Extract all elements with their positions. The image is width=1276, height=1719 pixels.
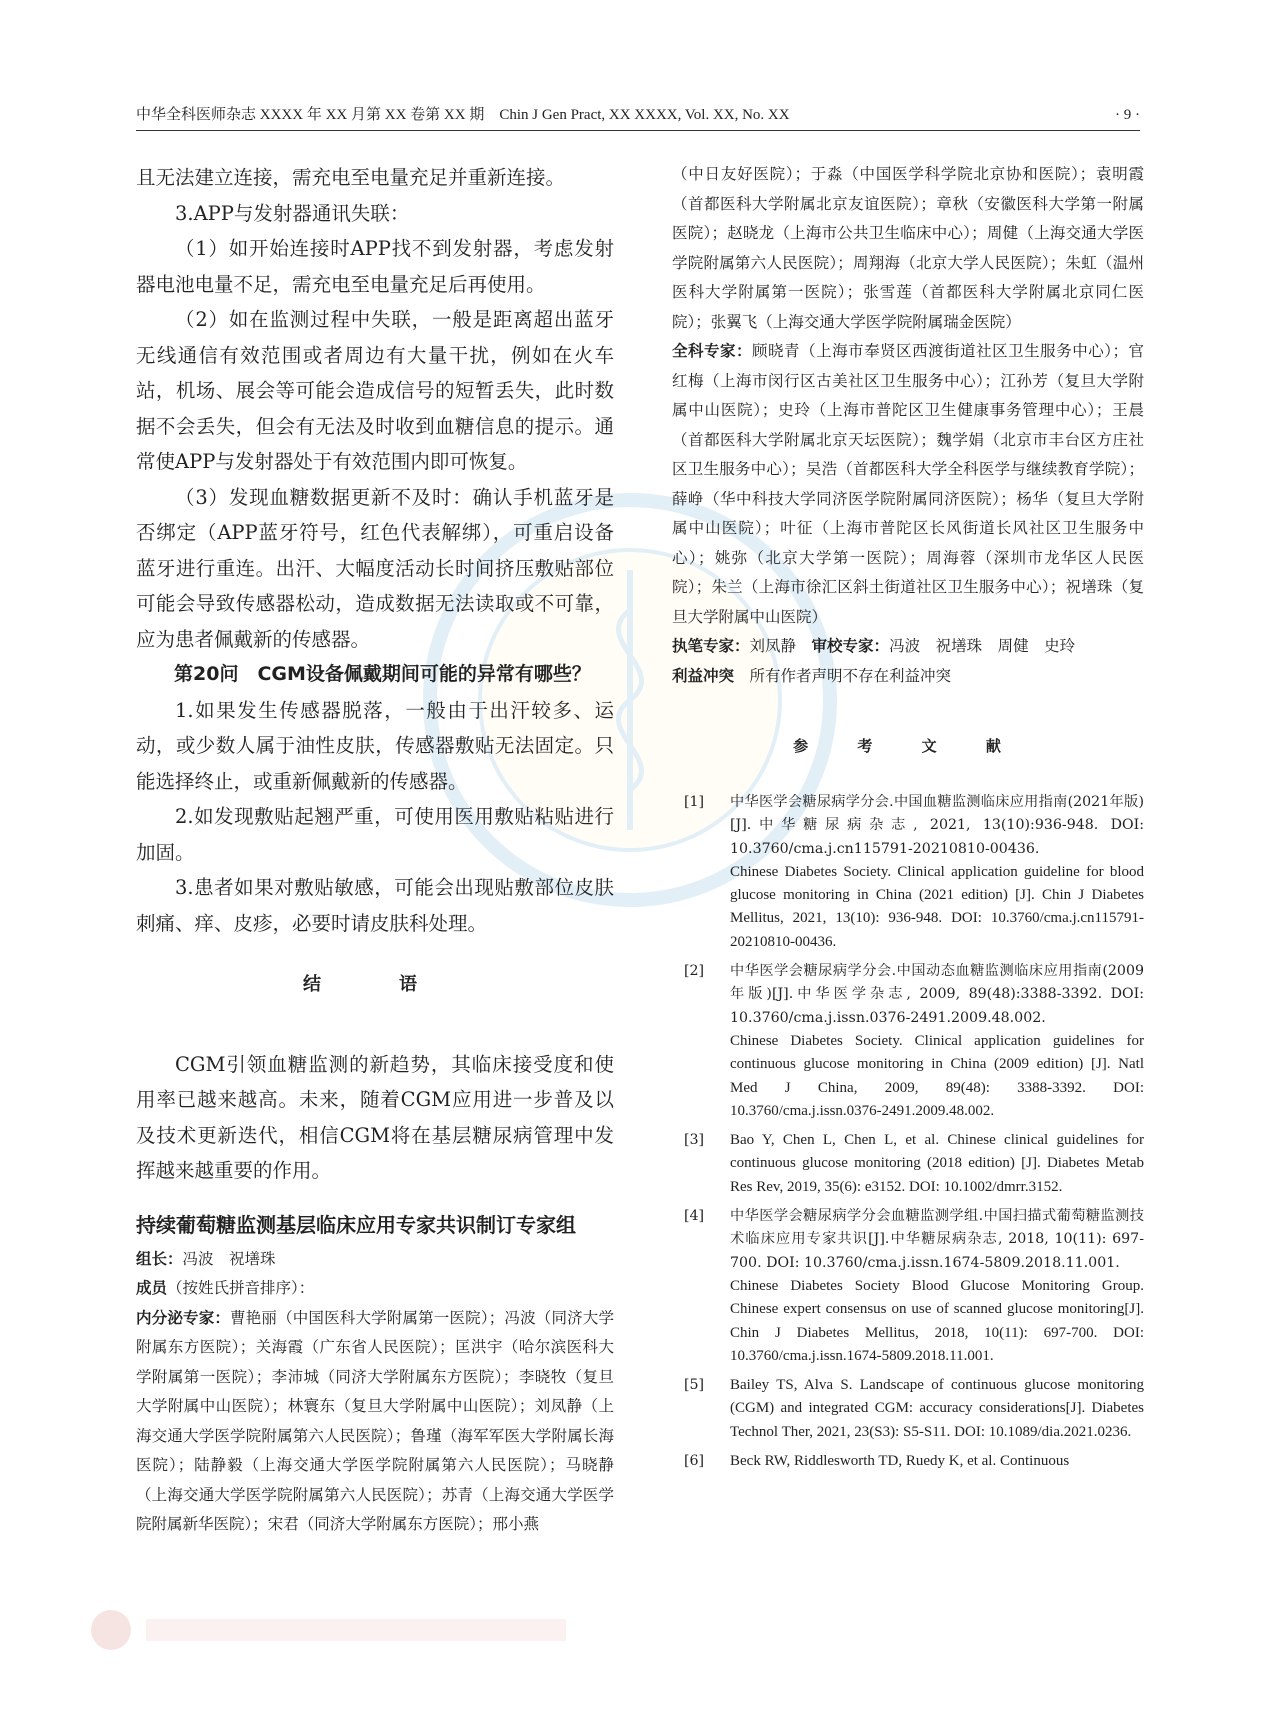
reference-number: [5] — [684, 1377, 705, 1394]
paragraph: 3.患者如果对敷贴敏感，可能会出现贴敷部位皮肤刺痛、痒、皮疹，必要时请皮肤科处理。 — [136, 876, 614, 935]
reference-number: [2] — [684, 963, 705, 980]
reference-item — [672, 1129, 1144, 1199]
reference-item — [672, 791, 1144, 954]
gp-list: 顾晓青（上海市奉贤区西渡街道社区卫生服务中心）；官红梅（上海市闵行区古美社区卫生服务中心）；江孙芳（复旦大学附属中山医院）；史玲（上海市普陀区卫生健康事务管理中心）；王晨（首都医科大学附属北京天坛医院）；魏学娟（北京市丰台区方庄社区卫生服务中心）；吴浩（首都医科大学全科医学与继续教育学院）；薛峥（华中科技大学同济医学院附属同济医院）；杨华（复旦大学附属中山医院）；叶征（上海市普陀区长风街道长风社区卫生服务中心）；姚弥（北京大学第一医院）；周海蓉（深圳市龙华区人民医院）；朱兰（上海市徐汇区斜土街道社区卫生服务中心）；祝墡珠（复旦大学附属中山医院） — [672, 342, 1144, 626]
members-line — [136, 1274, 614, 1304]
writer-label: 执笔专家： — [672, 637, 750, 655]
reference-en: Bao Y, Chen L, Chen L, et al. Chinese clinical guidelines for continuous glucose monitoring (2018 edition) [J]. Diabetes Metab Res Rev, 2019, 35(6): e3152. DOI: 10.1002/dmrr.3152. — [730, 1132, 1144, 1195]
general-practice-experts — [672, 337, 1144, 632]
references-heading: 参 考 文 献 — [793, 737, 1023, 755]
endocrinology-experts — [136, 1304, 614, 1540]
reference-item — [672, 1450, 1144, 1473]
coi-text: 所有作者声明不存在利益冲突 — [749, 666, 952, 685]
left-column — [136, 160, 614, 1540]
running-title: 中华全科医师杂志 XXXX 年 XX 月第 XX 卷第 XX 期 Chin J Gen Pract, XX XXXX, Vol. XX, No. XX — [136, 107, 790, 123]
reference-en: Chinese Diabetes Society. Clinical application guideline for blood glucose monitoring in China (2021 edition) [J]. Chin J Diabetes Mellitus, 2021, 13(10): 936-948. DOI: 10.3760/cma.j.cn115791-20210810-00436. — [730, 863, 1144, 950]
reference-item — [672, 1205, 1144, 1368]
coi-label: 利益冲突 — [672, 666, 735, 685]
conclusion-heading: 结 语 — [303, 974, 447, 995]
reference-item — [672, 1374, 1144, 1444]
reference-number: [1] — [684, 794, 705, 810]
reference-en: Beck RW, Riddlesworth TD, Ruedy K, et al. Continuous — [730, 1453, 1070, 1470]
question-heading: 第20问 CGM设备佩戴期间可能的异常有哪些？ — [174, 663, 591, 685]
endocrinology-experts-continued: （中日友好医院）；于淼（中国医学科学院北京协和医院）；袁明霞（首都医科大学附属北京友谊医院）；章秋（安徽医科大学第一附属医院）；赵晓龙（上海市公共卫生临床中心）；周健（上海交通大学医学院附属第六人民医院）；周翔海（北京大学人民医院）；朱虹（温州医科大学附属第一医院）；张雪莲（首都医科大学附属北京同仁医院）；张翼飞（上海交通大学医学院附属瑞金医院） — [672, 165, 1144, 331]
reference-number: [3] — [684, 1132, 705, 1149]
paragraph: 2.如发现敷贴起翘严重，可使用医用敷贴粘贴进行加固。 — [136, 805, 614, 864]
endo-label: 内分泌专家： — [136, 1308, 231, 1327]
leader-names: 冯波 祝墡珠 — [182, 1249, 276, 1268]
right-column — [672, 160, 1144, 1479]
page-number: · 9 · — [1115, 107, 1140, 123]
reference-zh: 中华医学会糖尿病学分会.中国动态血糖监测临床应用指南(2009年版)[J].中华医学杂志, 2009, 89(48):3388-3392. DOI: 10.3760/cma.j.issn.0376-2491.2009.48.002. — [730, 963, 1144, 1026]
running-header — [136, 102, 1140, 131]
members-note: （按姓氏拼音排序）： — [167, 1279, 315, 1297]
reference-en: Chinese Diabetes Society Blood Glucose Monitoring Group. Chinese expert consensus on use of scanned glucose monitoring[J]. Chin J Diabetes Mellitus, 2018, 10(11): 697-700. DOI: 10.3760/cma.j.issn.1674-5809.2018.11.001. — [730, 1277, 1144, 1364]
reference-number: [4] — [684, 1208, 705, 1225]
conclusion-paragraph: CGM引领血糖监测的新趋势，其临床接受度和使用率已越来越高。未来，随着CGM应用进一步普及以及技术更新迭代，相信CGM将在基层糖尿病管理中发挥越来越重要的作用。 — [136, 1052, 614, 1182]
reference-item — [672, 960, 1144, 1123]
reviewer-label: 审校专家： — [811, 637, 890, 655]
writer-name: 刘凤静 — [749, 637, 797, 655]
expert-group-title: 持续葡萄糖监测基层临床应用专家共识制订专家组 — [136, 1212, 576, 1237]
members-label: 成员 — [136, 1279, 168, 1297]
reviewer-names: 冯波 祝墡珠 周健 史玲 — [889, 637, 1076, 655]
paragraph: （1）如开始连接时APP找不到发射器，考虑发射器电池电量不足，需充电至电量充足后再使用。 — [136, 237, 614, 296]
paragraph: 1.如果发生传感器脱落，一般由于出汗较多、运动，或少数人属于油性皮肤，传感器敷贴无法固定。只能选择终止，或重新佩戴新的传感器。 — [136, 698, 614, 793]
item-heading: 3.APP与发射器通讯失联： — [175, 201, 410, 225]
reference-en: Chinese Diabetes Society. Clinical application guidelines for continuous glucose monitoring in China (2009 edition) [J]. Natl Med J China, 2009, 89(48): 3388-3392. DOI: 10.3760/cma.j.issn.0376-2491.2009.48.002. — [730, 1032, 1144, 1119]
leader-label: 组长： — [136, 1249, 183, 1268]
reference-zh: 中华医学会糖尿病学分会血糖监测学组.中国扫描式葡萄糖监测技术临床应用专家共识[J].中华糖尿病杂志, 2018, 10(11): 697-700. DOI: 10.3760/cma.j.issn.1674-5809.2018.11.001. — [730, 1208, 1144, 1271]
reference-zh: 中华医学会糖尿病学分会.中国血糖监测临床应用指南(2021年版)[J].中华糖尿病杂志, 2021, 13(10):936-948. DOI: 10.3760/cma.j.cn115791-20210810-00436. — [730, 794, 1144, 857]
reference-list — [672, 791, 1144, 1473]
reference-number: [6] — [684, 1453, 705, 1470]
group-leader — [136, 1245, 614, 1275]
publisher-footer-watermark — [86, 1605, 586, 1655]
reference-en: Bailey TS, Alva S. Landscape of continuous glucose monitoring (CGM) and integrated CGM: accuracy considerations[J]. Diabetes Technol Ther, 2021, 23(S3): S5-S11. DOI: 10.1089/dia.2021.0236. — [730, 1377, 1144, 1440]
paragraph: 且无法建立连接，需充电至电量充足并重新连接。 — [136, 166, 566, 189]
paragraph: （2）如在监测过程中失联，一般是距离超出蓝牙无线通信有效范围或者周边有大量干扰，例如在火车站，机场、展会等可能会造成信号的短暂丢失，此时数据不会丢失，但会有无法及时收到血糖信息的提示。通常使APP与发射器处于有效范围内即可恢复。 — [136, 308, 614, 473]
gp-label: 全科专家： — [672, 342, 753, 360]
endo-list: 曹艳丽（中国医科大学附属第一医院）；冯波（同济大学附属东方医院）；关海霞（广东省人民医院）；匡洪宇（哈尔滨医科大学附属第一医院）；李沛城（同济大学附属东方医院）；李晓牧（复旦大学附属中山医院）；林寰东（复旦大学附属中山医院）；刘凤静（上海交通大学医学院附属第六人民医院）；鲁瑾（海军军医大学附属长海医院）；陆静毅（上海交通大学医学院附属第六人民医院）；马晓静（上海交通大学医学院附属第六人民医院）；苏青（上海交通大学医学院附属新华医院）；宋君（同济大学附属东方医院）；邢小燕 — [136, 1308, 614, 1533]
paragraph: （3）发现血糖数据更新不及时：确认手机蓝牙是否绑定（APP蓝牙符号，红色代表解绑），可重启设备蓝牙进行重连。出汗、大幅度活动长时间挤压敷贴部位可能会导致传感器松动，造成数据无法读取或不可靠，应为患者佩戴新的传感器。 — [136, 485, 614, 651]
writer-reviewer-line — [672, 632, 1144, 662]
conflict-of-interest — [672, 662, 1144, 692]
